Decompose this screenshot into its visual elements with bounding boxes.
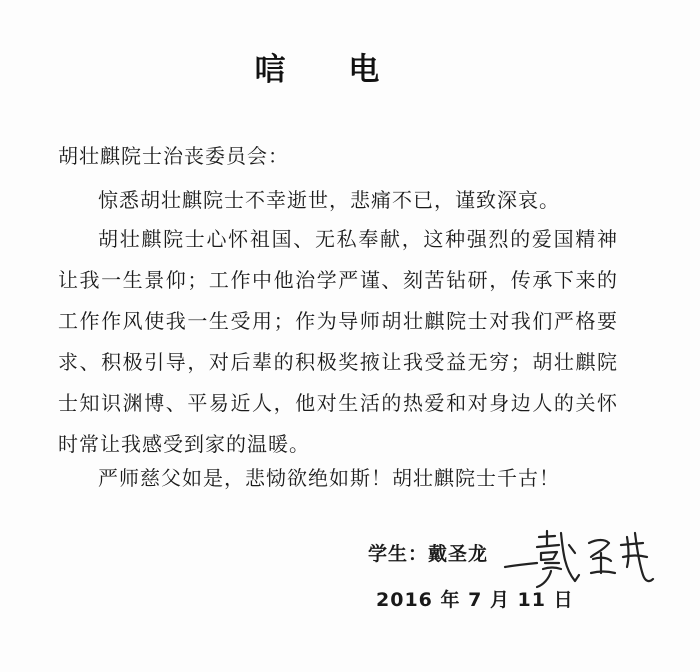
letter-date: 2016 年 7 月 11 日	[376, 589, 574, 611]
signature-block	[368, 535, 668, 625]
closing-line: 严师慈父如是，悲恸欲绝如斯！胡壮麒院士千古！	[98, 466, 560, 490]
salutation: 胡壮麒院士治丧委员会：	[58, 144, 289, 168]
letter-title: 唁 电	[254, 52, 406, 88]
paragraph-1: 惊悉胡壮麒院士不幸逝世，悲痛不已，谨致深哀。	[98, 188, 560, 212]
paragraph-2: 胡壮麒院士心怀祖国、无私奉献，这种强烈的爱国精神让我一生景仰；工作中他治学严谨、刻苦钻研，传承下来的工作作风使我一生受用；作为导师胡壮麒院士对我们严格要求、积极引导，对后辈的积极奖掖让我受益无穷；胡壮麒院士知识渊博、平易近人，他对生活的热爱和对身边人的关怀时常让我感受到家的温暖。	[58, 227, 618, 456]
sender-name: 学生：戴圣龙	[368, 543, 489, 565]
handwritten-signature	[503, 523, 663, 593]
letter-body	[58, 180, 618, 465]
